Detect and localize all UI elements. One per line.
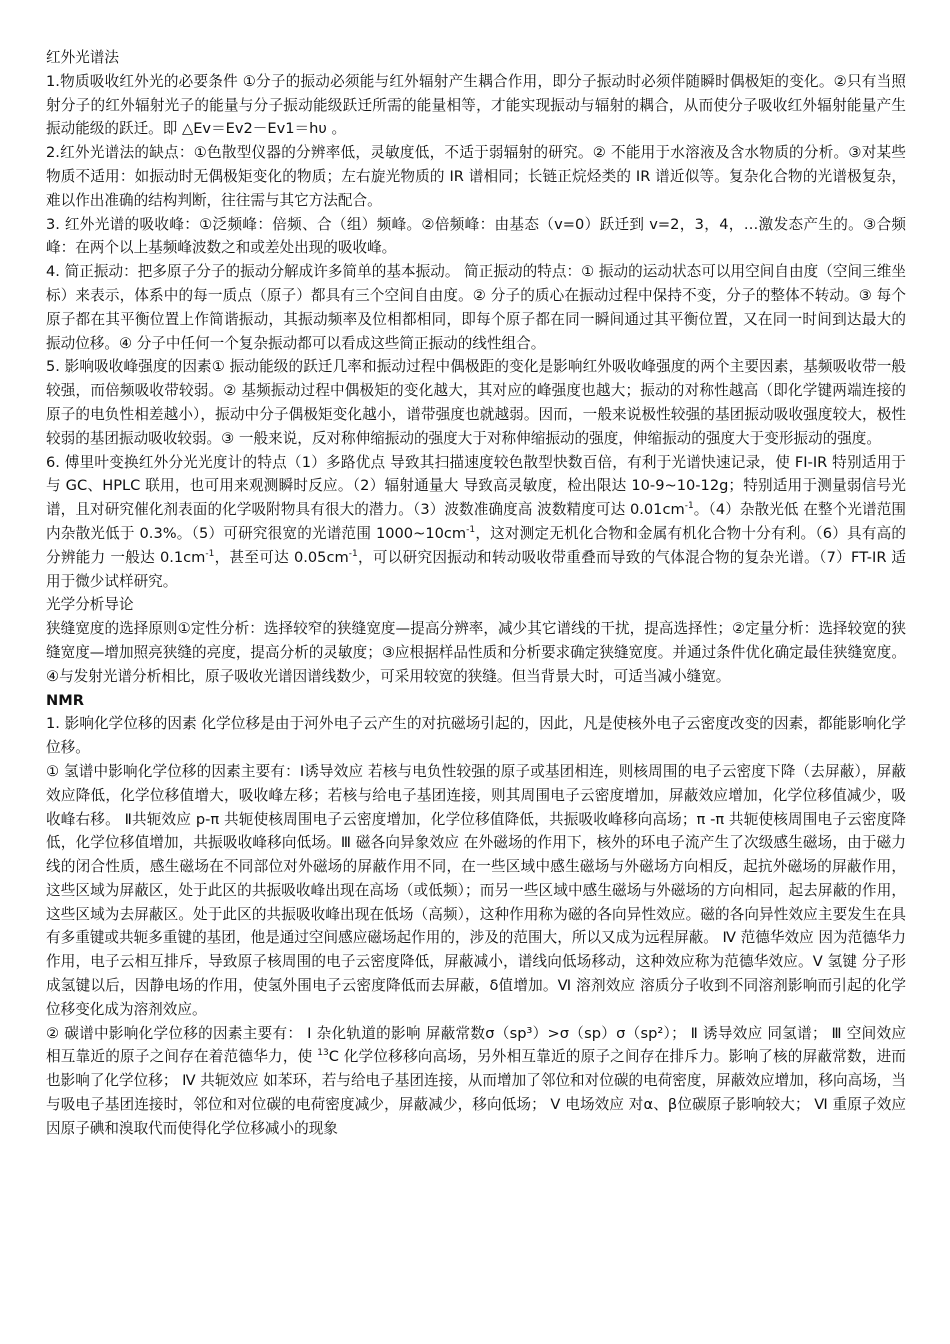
nmr-paragraph-3-part-a: ② 碳谱中影响化学位移的因素主要有： Ⅰ 杂化轨道的影响 屏蔽常数σ（sp³）>σ（sp）σ（sp²）； Ⅱ 诱导效应 同氢谱； Ⅲ 空间效应 相互靠近的原子之间存在着范德华力，使 xyxy=(46,1024,906,1066)
optics-paragraph-1: 狭缝宽度的选择原则①定性分析：选择较窄的狭缝宽度—提高分辨率，减少其它谱线的干扰，提高选择性；②定量分析：选择较宽的狭缝宽度—增加照亮狭缝的亮度，提高分析的灵敏度；③应根据样品性质和分析要求确定狭缝宽度。并通过条件优化确定最佳狭缝宽度。④与发射光谱分析相比，原子吸收光谱因谱线数少，可采用较宽的狭缝。但当背景大时，可适当减小缝宽。 xyxy=(46,620,906,685)
superscript-minus-one: -1 xyxy=(466,525,476,536)
ir-paragraph-6-part-a: 6. 傅里叶变换红外分光光度计的特点（1）多路优点 导致其扫描速度较色散型快数百倍，有利于光谱快速记录，使 FI-IR 特别适用于与 GC、HPLC 联用，也可用来观测瞬时反应。（2）辐射通量大 导致高灵敏度，检出限达 10-9~10-12g；特别适用于测量弱信号光谱，且对研究催化剂表面的化学吸附物具有很大的潜力。（3）波数准确度高 波数精度可达 0.01cm xyxy=(46,453,906,519)
superscript-minus-one: -1 xyxy=(205,548,215,559)
ir-paragraph-6-part-c: ，这对测定无机化合物和金属有机化合物十分有利。（6）具有高的分辨能力 一般达 0.1cm xyxy=(46,524,906,566)
ir-paragraph-6-part-e: ，可以研究因振动和转动吸收带重叠而导致的气体混合物的复杂光谱。（7）FT-IR 适用于微少试样研究。 xyxy=(46,548,906,590)
ir-paragraph-6-part-b: 。（4）杂散光低 在整个光谱范围内杂散光低于 0.3%。（5）可研究很宽的光谱范围 1000~10cm xyxy=(46,501,906,542)
nmr-section-title: NMR xyxy=(46,691,84,709)
ir-paragraph-2: 2.红外光谱法的缺点：①色散型仪器的分辨率低，灵敏度低，不适于弱辐射的研究。② 不能用于水溶液及含水物质的分析。③对某些物质不适用：如振动时无偶极矩变化的物质；左右旋光物质的 IR 谱相同；长链正烷烃类的 IR 谱近似等。复杂化合物的光谱极复杂，难以作出准确的结构判断，往往需与其它方法配合。 xyxy=(46,144,906,209)
nmr-paragraph-3 xyxy=(46,1022,906,1141)
nmr-paragraph-3-part-b: C 化学位移移向高场，另外相互靠近的原子之间存在排斥力。影响了核的屏蔽常数，进而也影响了化学位移； Ⅳ 共轭效应 如苯环，若与给电子基团连接，从而增加了邻位和对位碳的电荷密度，屏蔽效应增加，移向高场，当与吸电子基团连接时，邻位和对位碳的电荷密度减少，屏蔽减少，移向低场； Ⅴ 电场效应 对α、β位碳原子影响较大； Ⅵ 重原子效应 因原子碘和溴取代而使得化学位移减小的现象 xyxy=(46,1048,906,1137)
superscript-13: 13 xyxy=(317,1048,329,1059)
nmr-paragraph-2: ① 氢谱中影响化学位移的因素主要有：Ⅰ诱导效应 若核与电负性较强的原子或基团相连，则核周围的电子云密度下降（去屏蔽），屏蔽效应降低，化学位移值增大，吸收峰左移；若核与给电子基团连接，则其周围电子云密度增加，屏蔽效应增加，化学位移值减少，吸收峰右移。 Ⅱ共轭效应 p-π 共轭使核周围电子云密度增加，化学位移值降低，共振吸收峰移向高场；π -π 共轭使核周围电子云密度降低，化学位移值增加，共振吸收峰移向低场。Ⅲ 磁各向异象效应 在外磁场的作用下，核外的环电子流产生了次级感生磁场，由于磁力线的闭合性质，感生磁场在不同部位对外磁场的屏蔽作用不同，在一些区域中感生磁场与外磁场方向相反，起抗外磁场的屏蔽作用，这些区域为屏蔽区，处于此区的共振吸收峰出现在高场（或低频）；而另一些区域中感生磁场与外磁场的方向相同，起去屏蔽的作用，这些区域为去屏蔽区。处于此区的共振吸收峰出现在低场（高频），这种作用称为磁的各向异性效应。磁的各向异性效应主要发生在具有多重键或共轭多重键的基团，他是通过空间感应磁场起作用的，涉及的范围大，所以又成为远程屏蔽。 Ⅳ 范德华效应 因为范德华力作用，电子云相互排斥，导致原子核周围的电子云密度降低，屏蔽减小，谱线向低场移动，这种效应称为范德华效应。Ⅴ 氢键 分子形成氢键以后，因静电场的作用，使氢外围电子云密度降低而去屏蔽，δ值增加。Ⅵ 溶剂效应 溶质分子收到不同溶剂影响而引起的化学位移变化成为溶剂效应。 xyxy=(46,762,906,1018)
ir-section-title: 红外光谱法 xyxy=(46,49,119,66)
nmr-paragraph-1: 1. 影响化学位移的因素 化学位移是由于河外电子云产生的对抗磁场引起的，因此，凡是使核外电子云密度改变的因素，都能影响化学位移。 xyxy=(46,715,906,757)
superscript-minus-one: -1 xyxy=(684,501,694,512)
ir-paragraph-6 xyxy=(46,451,906,594)
superscript-minus-one: -1 xyxy=(348,548,358,559)
ir-paragraph-6-part-d: ，甚至可达 0.05cm xyxy=(214,548,349,566)
optics-section-title: 光学分析导论 xyxy=(46,596,134,614)
ir-paragraph-1: 1.物质吸收红外光的必要条件 ①分子的振动必须能与红外辐射产生耦合作用，即分子振动时必须伴随瞬时偶极矩的变化。②只有当照射分子的红外辐射光子的能量与分子振动能级跃迁所需的能量相等，才能实现振动与辐射的耦合，从而使分子吸收红外辐射能量产生振动能级的跃迁。即 △Ev＝Ev2－Ev1＝hυ 。 xyxy=(46,72,906,138)
ir-paragraph-4: 4. 简正振动：把多原子分子的振动分解成许多简单的基本振动。 简正振动的特点：① 振动的运动状态可以用空间自由度（空间三维坐标）来表示，体系中的每一质点（原子）都具有三个空间自由度。② 分子的质心在振动过程中保持不变，分子的整体不转动。③ 每个原子都在其平衡位置上作简谐振动，其振动频率及位相都相同，即每个原子都在同一瞬间通过其平衡位置，又在同一时间到达最大的振动位移。④ 分子中任何一个复杂振动都可以看成这些简正振动的线性组合。 xyxy=(46,263,906,352)
ir-paragraph-3: 3. 红外光谱的吸收峰：①泛频峰：倍频、合（组）频峰。②倍频峰：由基态（v=0）跃迁到 v=2，3，4，…激发态产生的。③合频峰：在两个以上基频峰波数之和或差处出现的吸收峰。 xyxy=(46,215,906,257)
ir-paragraph-5: 5. 影响吸收峰强度的因素① 振动能级的跃迁几率和振动过程中偶极距的变化是影响红外吸收峰强度的两个主要因素，基频吸收带一般较强，而倍频吸收带较弱。② 基频振动过程中偶极矩的变化越大，其对应的峰强度也越大；振动的对称性越高（即化学键两端连接的原子的电负性相差越小），振动中分子偶极矩变化越小，谱带强度也就越弱。因而，一般来说极性较强的基团振动吸收强度较大，极性较弱的基团振动吸收较弱。③ 一般来说，反对称伸缩振动的强度大于对称伸缩振动的强度，伸缩振动的强度大于变形振动的强度。 xyxy=(46,358,906,447)
